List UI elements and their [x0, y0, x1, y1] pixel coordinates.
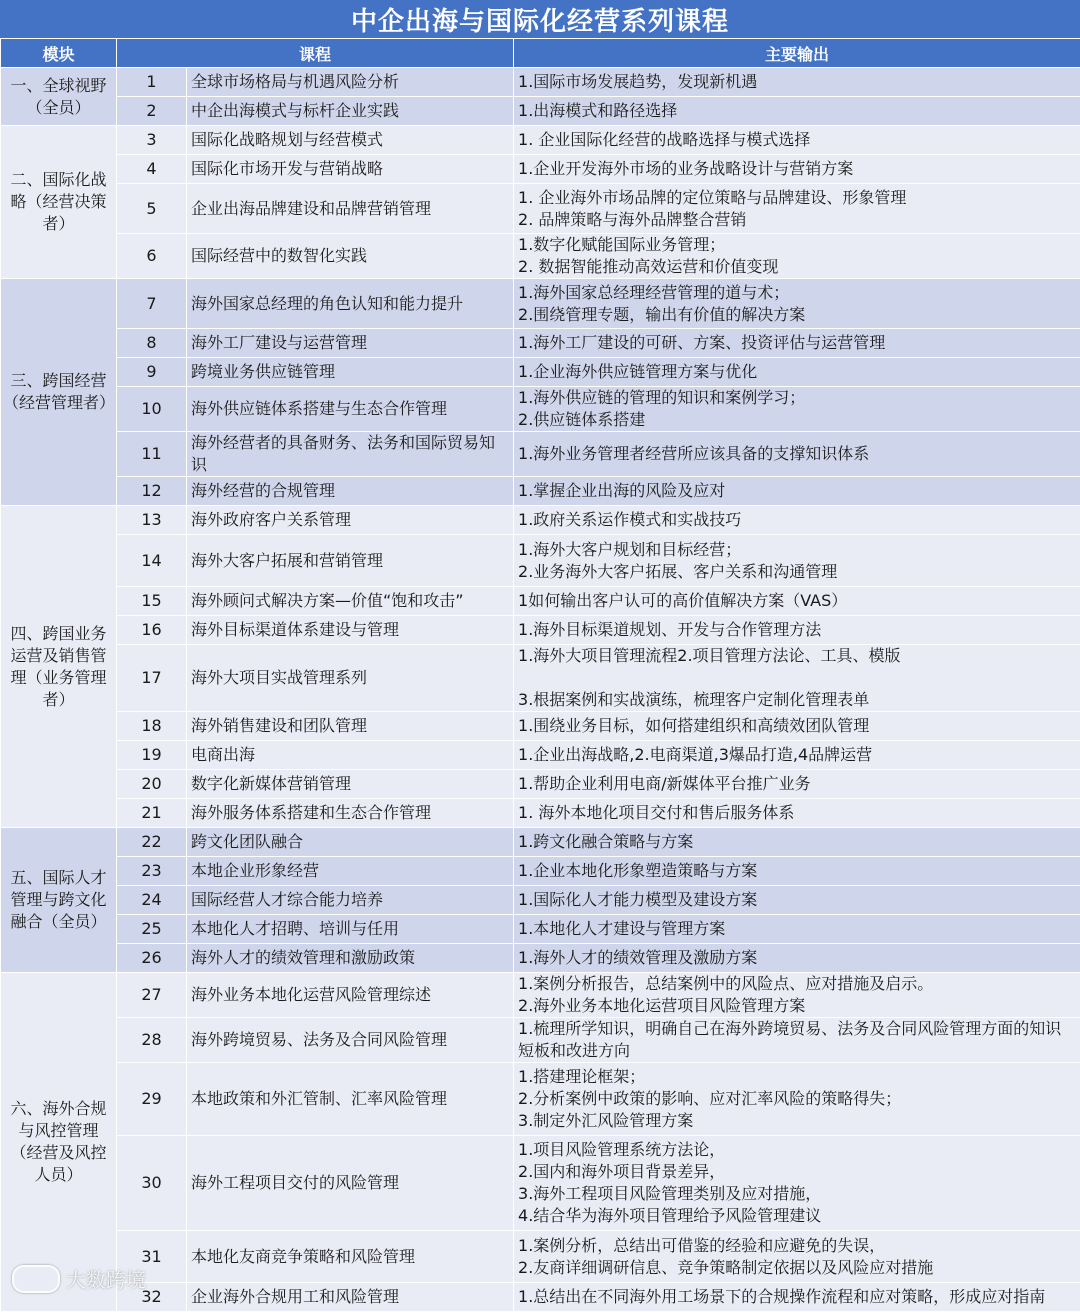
course-name: 本地化人才招聘、培训与任用	[187, 915, 514, 944]
course-number: 30	[117, 1136, 187, 1231]
course-output: 1.总结出在不同海外用工场景下的合规操作流程和应对策略，形成应对指南	[514, 1283, 1080, 1312]
table-row	[1, 1018, 1080, 1063]
course-number: 12	[117, 477, 187, 506]
table-row	[1, 432, 1080, 477]
table-row	[1, 126, 1080, 155]
course-number: 9	[117, 358, 187, 387]
course-name: 本地企业形象经营	[187, 857, 514, 886]
course-name: 海外大项目实战管理系列	[187, 645, 514, 712]
course-output: 1. 企业国际化经营的战略选择与模式选择	[514, 126, 1080, 155]
module-cell: 一、全球视野（全员）	[1, 68, 117, 126]
course-name: 本地政策和外汇管制、汇率风险管理	[187, 1063, 514, 1136]
course-output: 1.案例分析，总结出可借鉴的经验和应避免的失误， 2.友商详细调研信息、竞争策略制定依据以及风险应对措施	[514, 1231, 1080, 1283]
course-name: 跨境业务供应链管理	[187, 358, 514, 387]
course-name: 国际经营人才综合能力培养	[187, 886, 514, 915]
module-cell: 五、国际人才管理与跨文化融合（全员）	[1, 828, 117, 973]
course-output: 1.跨文化融合策略与方案	[514, 828, 1080, 857]
table-row	[1, 1283, 1080, 1312]
table-row	[1, 770, 1080, 799]
course-number: 18	[117, 712, 187, 741]
header-module: 模块	[1, 39, 117, 68]
course-number: 16	[117, 616, 187, 645]
course-number: 26	[117, 944, 187, 973]
table-row	[1, 973, 1080, 1018]
course-output: 1.海外工厂建设的可研、方案、投资评估与运营管理	[514, 329, 1080, 358]
module-cell: 四、跨国业务运营及销售管理（业务管理者）	[1, 506, 117, 828]
course-name: 本地化友商竞争策略和风险管理	[187, 1231, 514, 1283]
watermark	[12, 1264, 146, 1293]
course-number: 20	[117, 770, 187, 799]
course-name: 海外经营者的具备财务、法务和国际贸易知识	[187, 432, 514, 477]
course-number: 17	[117, 645, 187, 712]
course-number: 25	[117, 915, 187, 944]
watermark-text: 大数跨境	[66, 1264, 146, 1293]
course-name: 海外服务体系搭建和生态合作管理	[187, 799, 514, 828]
course-number: 22	[117, 828, 187, 857]
course-name: 海外顾问式解决方案—价值“饱和攻击”	[187, 587, 514, 616]
course-output: 1.围绕业务目标，如何搭建组织和高绩效团队管理	[514, 712, 1080, 741]
course-number: 23	[117, 857, 187, 886]
course-output: 1.海外供应链的管理的知识和案例学习； 2.供应链体系搭建	[514, 387, 1080, 432]
table-row	[1, 828, 1080, 857]
course-output: 1.数字化赋能国际业务管理； 2. 数据智能推动高效运营和价值变现	[514, 234, 1080, 279]
course-number: 27	[117, 973, 187, 1018]
watermark-logo-icon	[12, 1265, 60, 1293]
table-row	[1, 712, 1080, 741]
course-output: 1.政府关系运作模式和实战技巧	[514, 506, 1080, 535]
table-row	[1, 1231, 1080, 1283]
course-output: 1.搭建理论框架； 2.分析案例中政策的影响、应对汇率风险的策略得失； 3.制定外汇风险管理方案	[514, 1063, 1080, 1136]
table-row	[1, 358, 1080, 387]
course-number: 29	[117, 1063, 187, 1136]
course-number: 4	[117, 155, 187, 184]
course-output: 1.梳理所学知识，明确自己在海外跨境贸易、法务及合同风险管理方面的知识短板和改进方向	[514, 1018, 1080, 1063]
course-number: 15	[117, 587, 187, 616]
table-row	[1, 587, 1080, 616]
page-title: 中企出海与国际化经营系列课程	[0, 0, 1080, 38]
table-row	[1, 616, 1080, 645]
table-row	[1, 944, 1080, 973]
table-row	[1, 155, 1080, 184]
course-name: 海外目标渠道体系建设与管理	[187, 616, 514, 645]
table-row	[1, 234, 1080, 279]
course-name: 数字化新媒体营销管理	[187, 770, 514, 799]
course-name: 海外工程项目交付的风险管理	[187, 1136, 514, 1231]
table-row	[1, 68, 1080, 97]
course-number: 31	[117, 1231, 187, 1283]
course-name: 企业出海品牌建设和品牌营销管理	[187, 184, 514, 234]
course-output: 1.企业本地化形象塑造策略与方案	[514, 857, 1080, 886]
course-name: 国际化市场开发与营销战略	[187, 155, 514, 184]
course-output: 1.企业出海战略,2.电商渠道,3爆品打造,4品牌运营	[514, 741, 1080, 770]
course-name: 海外国家总经理的角色认知和能力提升	[187, 279, 514, 329]
course-number: 21	[117, 799, 187, 828]
header-row	[1, 39, 1080, 68]
course-name: 海外业务本地化运营风险管理综述	[187, 973, 514, 1018]
course-number: 7	[117, 279, 187, 329]
course-output: 1.海外国家总经理经营管理的道与术； 2.围绕管理专题，输出有价值的解决方案	[514, 279, 1080, 329]
course-output: 1.出海模式和路径选择	[514, 97, 1080, 126]
course-output: 1.本地化人才建设与管理方案	[514, 915, 1080, 944]
course-output: 1.国际市场发展趋势，发现新机遇	[514, 68, 1080, 97]
table-row	[1, 387, 1080, 432]
module-cell: 三、跨国经营（经营管理者）	[1, 279, 117, 506]
course-number: 28	[117, 1018, 187, 1063]
course-output: 1.案例分析报告，总结案例中的风险点、应对措施及启示。 2.海外业务本地化运营项目风险管理方案	[514, 973, 1080, 1018]
table-row	[1, 1063, 1080, 1136]
course-number: 2	[117, 97, 187, 126]
course-number: 14	[117, 535, 187, 587]
table-row	[1, 886, 1080, 915]
course-name: 海外工厂建设与运营管理	[187, 329, 514, 358]
table-row	[1, 799, 1080, 828]
course-output: 1.海外大客户规划和目标经营； 2.业务海外大客户拓展、客户关系和沟通管理	[514, 535, 1080, 587]
course-output: 1.海外大项目管理流程2.项目管理方法论、工具、模版 3.根据案例和实战演练，梳理客户定制化管理表单	[514, 645, 1080, 712]
course-number: 11	[117, 432, 187, 477]
course-number: 5	[117, 184, 187, 234]
course-output: 1如何输出客户认可的高价值解决方案（VAS）	[514, 587, 1080, 616]
course-number: 19	[117, 741, 187, 770]
header-course: 课程	[117, 39, 514, 68]
course-name: 电商出海	[187, 741, 514, 770]
course-name: 海外人才的绩效管理和激励政策	[187, 944, 514, 973]
course-name: 海外销售建设和团队管理	[187, 712, 514, 741]
course-output: 1.国际化人才能力模型及建设方案	[514, 886, 1080, 915]
table-row	[1, 915, 1080, 944]
table-row	[1, 477, 1080, 506]
course-number: 24	[117, 886, 187, 915]
course-output: 1.帮助企业利用电商/新媒体平台推广业务	[514, 770, 1080, 799]
course-output: 1. 海外本地化项目交付和售后服务体系	[514, 799, 1080, 828]
table-row	[1, 506, 1080, 535]
course-output: 1.海外目标渠道规划、开发与合作管理方法	[514, 616, 1080, 645]
course-output: 1.项目风险管理系统方法论， 2.国内和海外项目背景差异， 3.海外工程项目风险管理类别及应对措施， 4.结合华为海外项目管理给予风险管理建议	[514, 1136, 1080, 1231]
course-name: 全球市场格局与机遇风险分析	[187, 68, 514, 97]
table-row	[1, 329, 1080, 358]
table-row	[1, 97, 1080, 126]
table-row	[1, 645, 1080, 712]
course-number: 6	[117, 234, 187, 279]
course-output: 1.海外业务管理者经营所应该具备的支撑知识体系	[514, 432, 1080, 477]
table-row	[1, 184, 1080, 234]
course-name: 国际经营中的数智化实践	[187, 234, 514, 279]
module-cell: 二、国际化战略（经营决策者）	[1, 126, 117, 279]
course-name: 中企出海模式与标杆企业实践	[187, 97, 514, 126]
course-output: 1.海外人才的绩效管理及激励方案	[514, 944, 1080, 973]
course-number: 13	[117, 506, 187, 535]
table-row	[1, 279, 1080, 329]
course-output: 1.企业海外供应链管理方案与优化	[514, 358, 1080, 387]
course-name: 海外跨境贸易、法务及合同风险管理	[187, 1018, 514, 1063]
course-name: 企业海外合规用工和风险管理	[187, 1283, 514, 1312]
course-output: 1.企业开发海外市场的业务战略设计与营销方案	[514, 155, 1080, 184]
course-output: 1.掌握企业出海的风险及应对	[514, 477, 1080, 506]
course-name: 海外大客户拓展和营销管理	[187, 535, 514, 587]
course-name: 海外供应链体系搭建与生态合作管理	[187, 387, 514, 432]
course-name: 国际化战略规划与经营模式	[187, 126, 514, 155]
course-number: 10	[117, 387, 187, 432]
course-output: 1. 企业海外市场品牌的定位策略与品牌建设、形象管理 2. 品牌策略与海外品牌整合营销	[514, 184, 1080, 234]
course-name: 海外经营的合规管理	[187, 477, 514, 506]
module-cell: 六、海外合规与风控管理（经营及风控人员）	[1, 973, 117, 1312]
table-row	[1, 535, 1080, 587]
course-number: 8	[117, 329, 187, 358]
course-number: 1	[117, 68, 187, 97]
course-table	[0, 38, 1080, 1312]
course-name: 海外政府客户关系管理	[187, 506, 514, 535]
course-number: 3	[117, 126, 187, 155]
course-name: 跨文化团队融合	[187, 828, 514, 857]
course-number: 32	[117, 1283, 187, 1312]
header-output: 主要输出	[514, 39, 1080, 68]
table-row	[1, 857, 1080, 886]
table-row	[1, 741, 1080, 770]
table-row	[1, 1136, 1080, 1231]
